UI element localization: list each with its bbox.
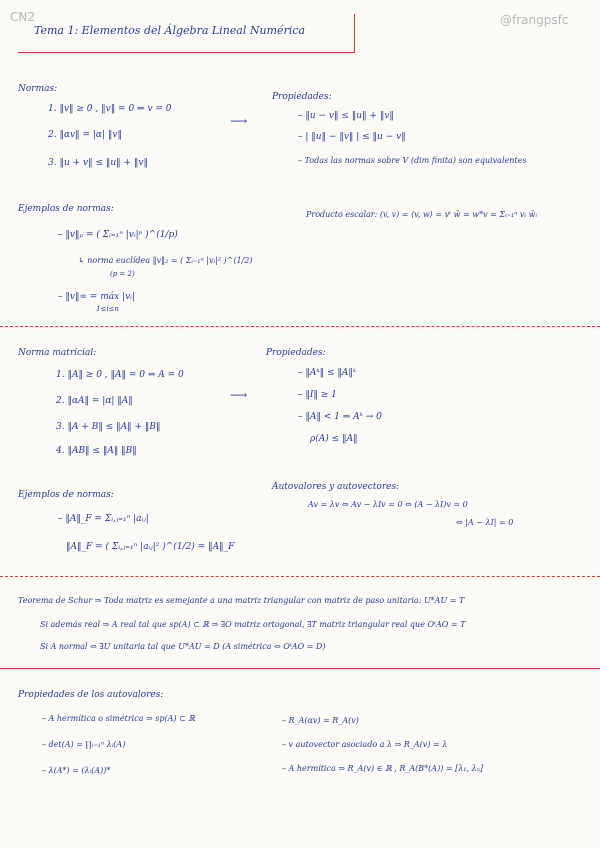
matricial-prop-2: – ‖I‖ ≥ 1 [298, 390, 337, 400]
matriz-norm-1: – ‖A‖_F = Σᵢ,ⱼ₌₁ⁿ |aᵢⱼ| [58, 514, 149, 524]
autovalores-left-1: – A hermítica o simétrica ⇒ sp(A) ⊂ ℝ [42, 714, 195, 723]
divider-2 [0, 576, 600, 577]
autovalores-right-1: – R_A(αv) = R_A(v) [282, 716, 359, 725]
page-title: Tema 1: Elementos del Álgebra Lineal Numérica [34, 24, 306, 37]
matricial-heading: Norma matricial: [18, 348, 97, 358]
divider-1 [0, 326, 600, 327]
euclid-norm: ↳ norma euclídea ‖v‖₂ = ( Σᵢ₌₁ⁿ |vᵢ|² )^(1/2) [78, 256, 253, 265]
matricial-prop-4: ρ(A) ≤ ‖A‖ [310, 434, 358, 444]
schur-line-1: Teorema de Schur ⇒ Toda matriz es semejante a una matriz triangular con matriz de paso unitaria: U*AU = T [18, 596, 465, 605]
normas-prop-3: – Todas las normas sobre V (dim finita) son equivalentes [298, 156, 527, 165]
inf-norm: – ‖v‖∞ = máx |vᵢ| [58, 292, 136, 302]
producto-escalar: Producto escalar: (v, v) = ⟨v, w⟩ = vᵗ w̄ = w*v = Σᵢ₌₁ⁿ vᵢ w̄ᵢ [306, 210, 538, 219]
autovalores-line: Av = λv ⇔ Av − λIv = 0 ⇔ (A − λI)v = 0 [308, 500, 468, 509]
autovalores-left-3: – λ(A*) = (λᵢ(A))* [42, 766, 111, 775]
matricial-arrow: ⟶ [230, 388, 248, 402]
normas-heading: Normas: [18, 84, 58, 94]
matricial-prop-heading: Propiedades: [266, 348, 326, 358]
matricial-item-3: 3. ‖A + B‖ ≤ ‖A‖ + ‖B‖ [56, 422, 161, 432]
normas-item-3: 3. ‖u + v‖ ≤ ‖u‖ + ‖v‖ [48, 158, 148, 168]
matricial-prop-3: – ‖A‖ < 1 ⇒ Aᵏ → 0 [298, 412, 382, 422]
matricial-item-1: 1. ‖A‖ ≥ 0 , ‖A‖ = 0 ⇔ A = 0 [56, 370, 184, 380]
autovalores-right-3: – A hermítica ⇒ R_A(v) ∈ ℝ , R_A(B*(A)) = [λ₁, λₙ] [282, 764, 484, 773]
watermark-left: CN2 [10, 10, 35, 24]
autovalores-sub: ⇔ |A − λI| = 0 [456, 518, 514, 527]
normas-item-1: 1. ‖v‖ ≥ 0 , ‖v‖ = 0 ⇔ v = 0 [48, 104, 172, 114]
matricial-item-4: 4. ‖AB‖ ≤ ‖A‖ ‖B‖ [56, 446, 137, 456]
normas-item-2: 2. ‖αv‖ = |α| ‖v‖ [48, 130, 122, 140]
euclid-sub: (p = 2) [110, 270, 135, 278]
watermark-right: @frangpsfc [500, 13, 569, 27]
normas-prop-heading: Propiedades: [272, 92, 332, 102]
autovalores-props-heading: Propiedades de los autovalores: [18, 690, 164, 700]
inf-sub: 1≤i≤n [96, 305, 119, 313]
matricial-prop-1: – ‖Aᵏ‖ ≤ ‖A‖ᵏ [298, 368, 357, 378]
schur-line-3: Si A normal ⇔ ∃U unitaria tal que U*AU = D (A simétrica ⇔ OᵗAO = D) [40, 642, 326, 651]
autovalores-heading: Autovalores y autovectores: [272, 482, 400, 492]
schur-line-2: Si además real ⇒ A real tal que sp(A) ⊂ ℝ ⇒ ∃O matriz ortogonal, ∃T matriz triangular real que OᵗAO = T [40, 620, 466, 629]
matricial-item-2: 2. ‖αA‖ = |α| ‖A‖ [56, 396, 133, 406]
autovalores-right-2: – v autovector asociado a λ ⇒ R_A(v) = λ [282, 740, 448, 749]
autovalores-left-2: – det(A) = ∏ᵢ₌₁ⁿ λᵢ(A) [42, 740, 126, 749]
normas-arrow: ⟶ [230, 114, 248, 128]
ejemplos-heading: Ejemplos de normas: [18, 204, 114, 214]
divider-3 [0, 668, 600, 669]
normas-prop-2: – | ‖u‖ − ‖v‖ | ≤ ‖u − v‖ [298, 132, 406, 142]
p-norm: – ‖v‖ₚ = ( Σᵢ₌₁ⁿ |vᵢ|ᵖ )^(1/p) [58, 230, 178, 240]
normas-prop-1: – ‖u − v‖ ≤ ‖u‖ + ‖v‖ [298, 111, 394, 121]
ejemplos-matriz-heading: Ejemplos de normas: [18, 490, 114, 500]
matriz-norm-2: ‖A‖_F = ( Σᵢ,ⱼ₌₁ⁿ |aᵢⱼ|² )^(1/2) = ‖A‖_F [66, 542, 235, 552]
